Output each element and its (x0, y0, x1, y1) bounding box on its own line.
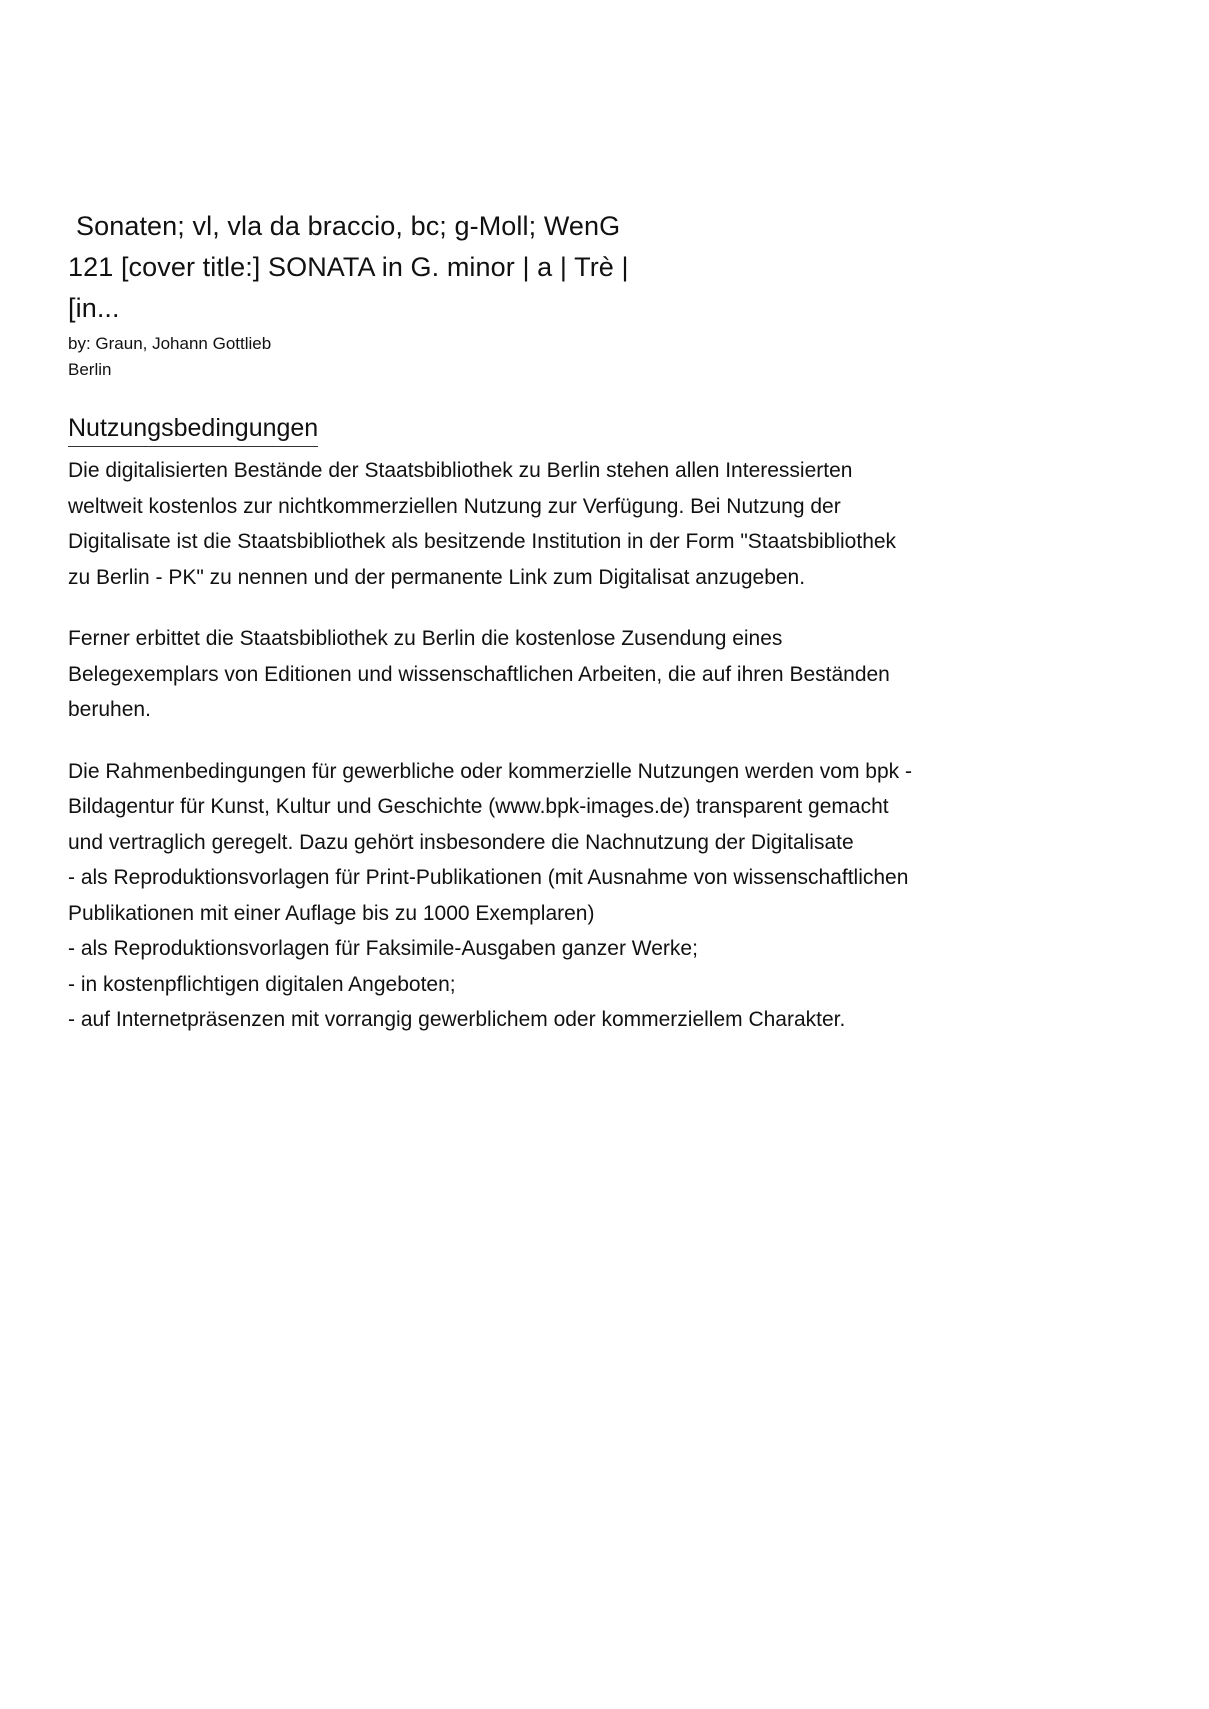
paragraph-line: Digitalisate ist die Staatsbibliothek als besitzende Institution in der Form "Staatsbibliothek (68, 530, 897, 553)
paragraph-line: Ferner erbittet die Staatsbibliothek zu Berlin die kostenlose Zusendung eines (68, 627, 783, 650)
paragraph-line: weltweit kostenlos zur nichtkommerziellen Nutzung zur Verfügung. Bei Nutzung der (68, 494, 841, 518)
paragraph-line: Publikationen mit einer Auflage bis zu 1000 Exemplaren) (68, 901, 595, 925)
terms-of-use-body (68, 453, 1068, 1038)
paragraph-line: - auf Internetpräsenzen mit vorrangig gewerblichem oder kommerziellem Charakter. (68, 1008, 846, 1031)
paragraph-line: zu Berlin - PK" zu nennen und der permanente Link zum Digitalisat anzugeben. (68, 565, 806, 589)
paragraph-line: Die digitalisierten Bestände der Staatsbibliothek zu Berlin stehen allen Interessierten (68, 459, 853, 482)
paragraph-2 (68, 621, 1068, 728)
page-title-line-3: [in... (68, 293, 120, 323)
paragraph-line: beruhen. (68, 698, 151, 721)
paragraph-line: - in kostenpflichtigen digitalen Angeboten; (68, 972, 456, 996)
paragraph-line: und vertraglich geregelt. Dazu gehört insbesondere die Nachnutzung der Digitalisate (68, 830, 854, 854)
section-heading-wrapper (68, 397, 1068, 447)
page-title-line-2: 121 [cover title:] SONATA in G. minor | a | Trè | (68, 252, 629, 282)
paragraph-line: - als Reproduktionsvorlagen für Faksimile-Ausgaben ganzer Werke; (68, 937, 698, 960)
paragraph-3 (68, 754, 1068, 1038)
page-title (68, 206, 1068, 329)
paragraph-1 (68, 453, 1068, 595)
document-byline (68, 331, 1068, 383)
paragraph-line: - als Reproduktionsvorlagen für Print-Publikationen (mit Ausnahme von wissenschaftlichen (68, 866, 909, 889)
section-heading-terms-of-use: Nutzungsbedingungen (68, 411, 318, 447)
page-title-line-1: Sonaten; vl, vla da braccio, bc; g-Moll; WenG (76, 211, 621, 241)
place-line: Berlin (68, 360, 112, 379)
paragraph-line: Belegexemplars von Editionen und wissenschaftlichen Arbeiten, die auf ihren Beständen (68, 662, 890, 686)
paragraph-line: Bildagentur für Kunst, Kultur und Geschichte (www.bpk-images.de) transparent gemacht (68, 795, 889, 818)
document-content (68, 206, 1068, 1038)
author-line: by: Graun, Johann Gottlieb (68, 334, 272, 353)
paragraph-line: Die Rahmenbedingungen für gewerbliche oder kommerzielle Nutzungen werden vom bpk - (68, 759, 912, 783)
